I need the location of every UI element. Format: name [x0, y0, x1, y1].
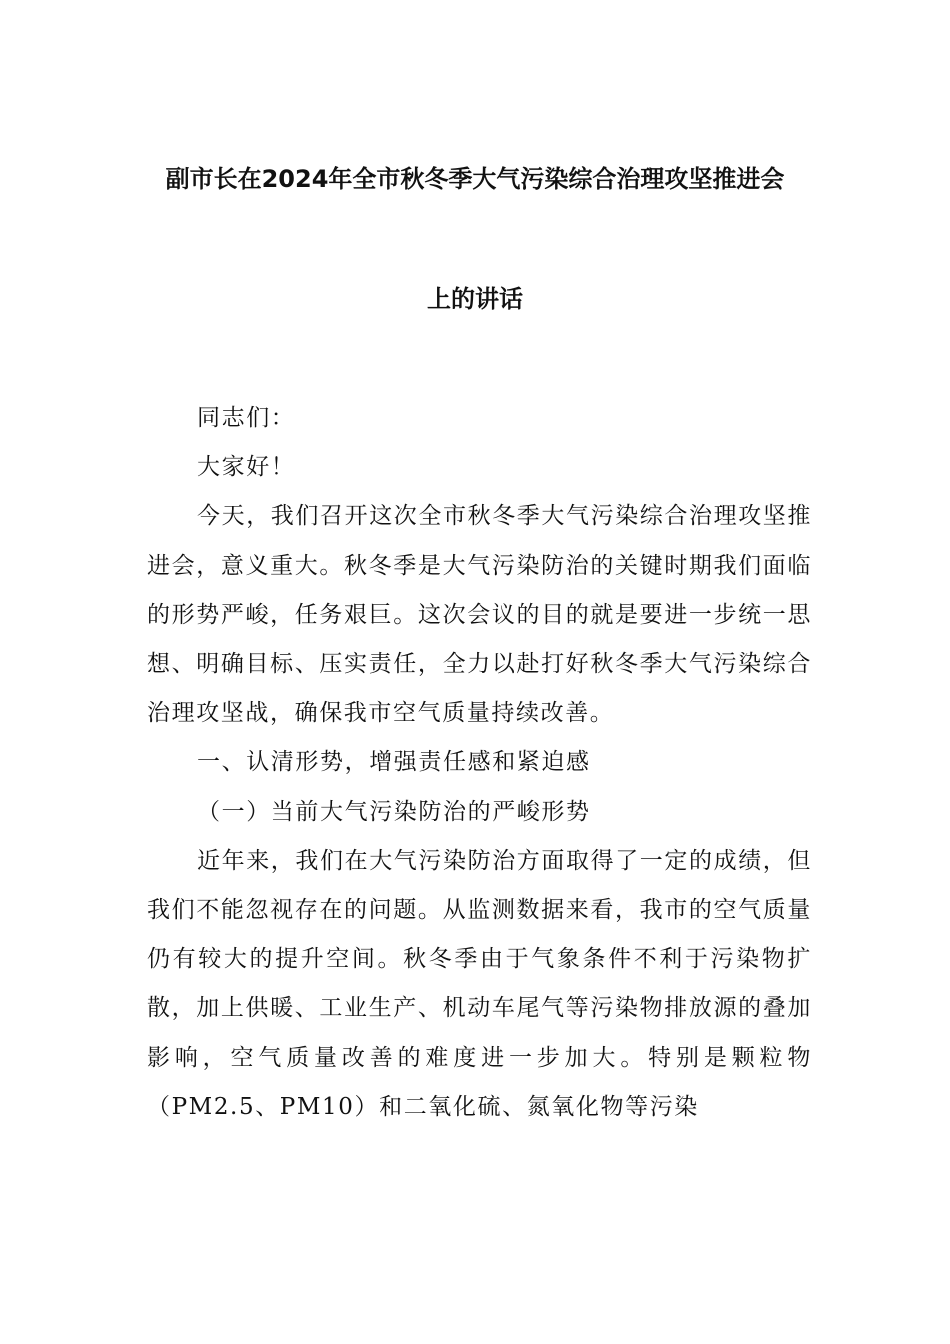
body-paragraph: 近年来，我们在大气污染防治方面取得了一定的成绩，但我们不能忽视存在的问题。从监测数据来看，我市的空气质量仍有较大的提升空间。秋冬季由于气象条件不利于污染物扩散，加上供暖、工业生产、机动车尾气等污染物排放源的叠加影响，空气质量改善的难度进一步加大。特别是颗粒物（PM2.5、PM10）和二氧化硫、氮氧化物等污染 [147, 847, 812, 1120]
document-title-line-1: 副市长在2024年全市秋冬季大气污染综合治理攻坚推进会 [165, 165, 785, 193]
body-paragraph: 今天，我们召开这次全市秋冬季大气污染综合治理攻坚推进会，意义重大。秋冬季是大气污染防治的关键时期我们面临的形势严峻，任务艰巨。这次会议的目的就是要进一步统一思想、明确目标、压实责任，全力以赴打好秋冬季大气污染综合治理攻坚战，确保我市空气质量持续改善。 [147, 503, 812, 727]
salutation: 同志们： [197, 405, 296, 431]
section-heading: 一、认清形势，增强责任感和紧迫感 [197, 749, 591, 776]
document-title-line-2: 上的讲话 [427, 285, 523, 313]
subsection-heading: （一）当前大气污染防治的严峻形势 [197, 798, 591, 825]
greeting: 大家好！ [197, 454, 296, 481]
document-body [147, 394, 812, 1132]
